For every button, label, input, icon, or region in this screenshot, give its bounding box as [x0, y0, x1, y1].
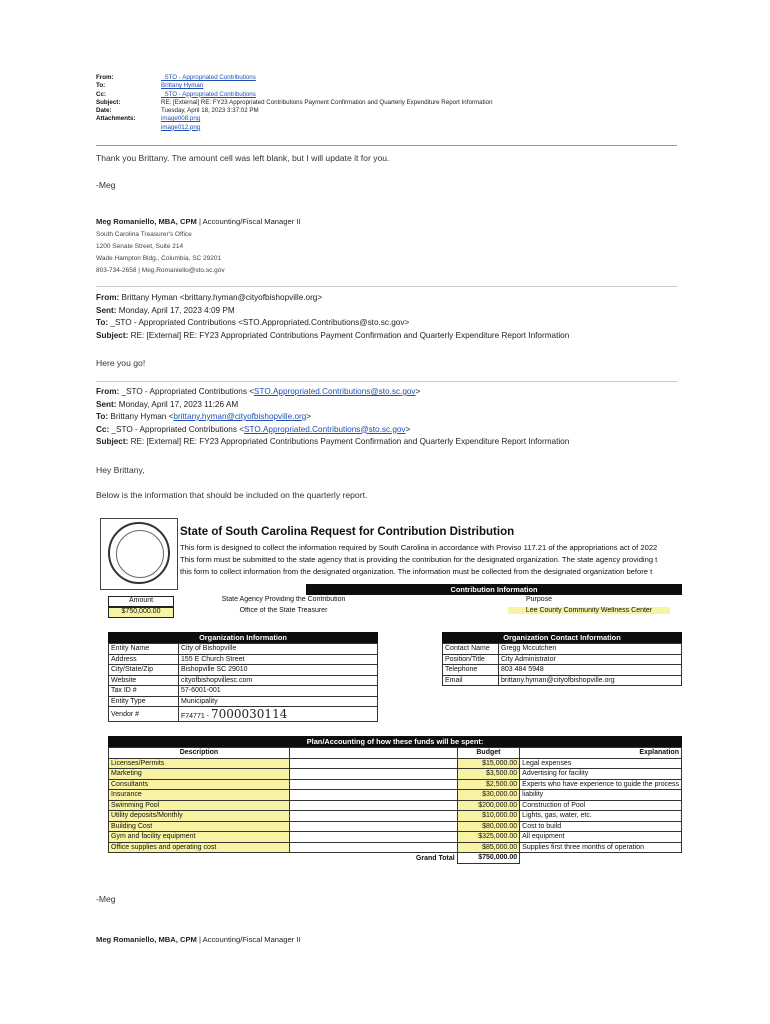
table-row — [109, 832, 682, 843]
from-value[interactable]: _STO - Appropriated Contributions — [161, 74, 256, 81]
table-row — [109, 853, 682, 864]
msg3-to-link[interactable]: brittany.hyman@cityofbishopville.org — [173, 412, 307, 421]
table-cell: Building Cost — [109, 821, 290, 832]
table-row — [443, 644, 682, 655]
table-cell: F74771 - 7000030114 — [179, 707, 378, 722]
table-row — [109, 800, 682, 811]
signature-contact: 803-734-2658 | Meg.Romaniello@sto.sc.gov — [96, 267, 225, 274]
signature-address-2: Wade Hampton Bldg., Columbia, SC 29201 — [96, 255, 222, 262]
closing-signature-name: Meg Romaniello, MBA, CPM | Accounting/Fiscal Manager II — [96, 935, 301, 944]
table-cell: Municipality — [179, 696, 378, 707]
closing-signoff: -Meg — [96, 894, 116, 904]
table-cell: Construction of Pool — [520, 800, 682, 811]
table-row — [109, 790, 682, 801]
table-row — [109, 665, 378, 676]
table-cell — [289, 779, 457, 790]
attachment-link-1[interactable]: image008.png — [161, 115, 201, 123]
table-cell: Vendor # — [109, 707, 179, 722]
table-cell: Licenses/Permits — [109, 758, 290, 769]
table-cell: Supplies first three months of operation — [520, 842, 682, 853]
table-row — [443, 654, 682, 665]
table-cell: Tax ID # — [109, 686, 179, 697]
table-cell: Lights, gas, water, etc. — [520, 811, 682, 822]
contribution-header: Contribution Information — [306, 584, 682, 595]
msg3-header: From: _STO - Appropriated Contributions <STO.Appropriated.Contributions@sto.sc.gov> Sent: Monday, April 17, 2023 11:26 AM To: Brittany Hyman <brittany.hyman@cityofbishopville.org> Cc: _STO - Appropriated Contributions <STO.Appropriated.Contributions@sto.sc.gov> Subject: RE: [External] RE: FY23 Appropriated Contributions Payment Confirmation and Quarterly Expenditure Report Information — [96, 387, 570, 446]
header-divider — [96, 145, 677, 146]
table-cell: City of Bishopville — [179, 644, 378, 655]
table-cell: Entity Name — [109, 644, 179, 655]
table-cell: Marketing — [109, 769, 290, 780]
table-cell: All equipment — [520, 832, 682, 843]
table-cell: Entity Type — [109, 696, 179, 707]
table-row — [109, 779, 682, 790]
table-row — [109, 696, 378, 707]
email-header — [96, 74, 696, 132]
table-cell: $85,000.00 — [457, 842, 519, 853]
table-cell: $10,000.00 — [457, 811, 519, 822]
table-cell — [289, 811, 457, 822]
table-row — [109, 821, 682, 832]
subject-value: RE: [External] RE: FY23 Appropriated Contributions Payment Confirmation and Quarterly Expenditure Report Information — [161, 98, 493, 106]
table-cell: Explanation — [520, 748, 682, 759]
form-title: State of South Carolina Request for Contribution Distribution — [180, 526, 515, 538]
table-cell: Advertising for facility — [520, 769, 682, 780]
plan-header: Plan/Accounting of how these funds will be spent: — [108, 736, 682, 747]
table-row — [109, 769, 682, 780]
table-cell: Description — [109, 748, 290, 759]
contribution-form-image — [96, 514, 682, 876]
body-line-1: Thank you Brittany. The amount cell was left blank, but I will update it for you. — [96, 153, 390, 163]
table-cell: 57-6001-001 — [179, 686, 378, 697]
org-info-header: Organization Information — [108, 632, 378, 643]
msg3-cc-link[interactable]: STO.Appropriated.Contributions@sto.sc.gov — [244, 424, 406, 434]
msg3-greeting: Hey Brittany, — [96, 465, 145, 475]
message-separator — [96, 286, 677, 287]
table-row — [109, 811, 682, 822]
signature-address-1: 1200 Senate Street, Suite 214 — [96, 243, 184, 250]
cc-value[interactable]: _STO - Appropriated Contributions — [161, 90, 256, 98]
table-cell — [289, 769, 457, 780]
to-label: To: — [96, 82, 106, 90]
cc-label: Cc: — [96, 90, 106, 98]
table-cell — [289, 842, 457, 853]
org-info-table — [108, 643, 378, 722]
message-separator — [96, 381, 677, 382]
signature-name: Meg Romaniello, MBA, CPM | Accounting/Fiscal Manager II — [96, 217, 301, 226]
signature-org: South Carolina Treasurer's Office — [96, 231, 192, 238]
table-cell: City/State/Zip — [109, 665, 179, 676]
amount-label: Amount — [108, 596, 174, 607]
agency-label: State Agency Providing the Contribution — [221, 596, 346, 603]
state-seal-icon — [108, 522, 170, 584]
table-row — [109, 842, 682, 853]
table-cell — [289, 748, 457, 759]
table-cell — [289, 832, 457, 843]
attachment-link-2[interactable]: image012.png — [161, 123, 201, 131]
table-cell: Address — [109, 654, 179, 665]
table-cell: Insurance — [109, 790, 290, 801]
table-row — [109, 686, 378, 697]
table-cell: Budget — [457, 748, 519, 759]
table-cell: City Administrator — [499, 654, 682, 665]
table-cell: Cost to build — [520, 821, 682, 832]
to-value[interactable]: Brittany Hyman — [161, 82, 204, 90]
table-cell: Email — [443, 675, 499, 686]
table-cell: brittany.hyman@cityofbishopville.org — [499, 675, 682, 686]
table-cell: $30,000.00 — [457, 790, 519, 801]
table-cell — [109, 853, 290, 864]
purpose-value: Lee County Community Wellness Center — [508, 607, 670, 614]
table-cell: liability — [520, 790, 682, 801]
table-row — [109, 748, 682, 759]
table-cell: $325,000.00 — [457, 832, 519, 843]
table-cell: Gym and facility equipment — [109, 832, 290, 843]
table-row — [109, 644, 378, 655]
table-cell: Grand Total — [415, 854, 455, 862]
table-cell — [289, 821, 457, 832]
msg2-header: From: Brittany Hyman <brittany.hyman@cityofbishopville.org> Sent: Monday, April 17, 2023 4:09 PM To: _STO - Appropriated Contributions <STO.Appropriated.Contributions@sto.sc.gov> Subject: RE: [External] RE: FY23 Appropriated Contributions Payment Confirmation and Quarterly Expenditure Report Information — [96, 293, 570, 340]
table-cell: 155 E Church Street — [179, 654, 378, 665]
table-cell: $2,500.00 — [457, 779, 519, 790]
table-cell — [520, 853, 682, 864]
table-cell: $3,500.00 — [457, 769, 519, 780]
table-row — [109, 758, 682, 769]
table-cell: Office supplies and operating cost — [109, 842, 290, 853]
table-cell: Gregg Mccutchen — [499, 644, 682, 655]
table-cell: cityofbishopvillesc.com — [179, 675, 378, 686]
from-label: From: — [96, 74, 114, 81]
table-cell — [289, 758, 457, 769]
table-cell: Position/Title — [443, 654, 499, 665]
table-row — [109, 654, 378, 665]
amount-value: $750,000.00 — [108, 607, 174, 618]
purpose-label: Purpose — [525, 596, 553, 603]
msg3-body: Below is the information that should be included on the quarterly report. — [96, 490, 368, 500]
table-cell: Experts who have experience to guide the process — [520, 779, 682, 790]
table-row — [443, 665, 682, 676]
table-cell: Telephone — [443, 665, 499, 676]
table-cell: Consultants — [109, 779, 290, 790]
table-cell — [289, 790, 457, 801]
table-cell: Swimming Pool — [109, 800, 290, 811]
contact-info-header: Organization Contact Information — [442, 632, 682, 643]
table-cell — [289, 800, 457, 811]
subject-label: Subject: — [96, 98, 121, 106]
table-row — [109, 675, 378, 686]
date-label: Date: — [96, 107, 112, 115]
plan-table — [108, 747, 682, 864]
msg2-body: Here you go! — [96, 358, 146, 368]
table-cell: Website — [109, 675, 179, 686]
contact-info-table — [442, 643, 682, 686]
table-cell: Contact Name — [443, 644, 499, 655]
date-value: Tuesday, April 18, 2023 3:37:02 PM — [161, 107, 259, 115]
table-cell: $750,000.00 — [457, 853, 519, 864]
msg3-from-link[interactable]: STO.Appropriated.Contributions@sto.sc.gov — [254, 387, 416, 396]
vendor-handwritten: 7000030114 — [210, 707, 288, 721]
table-cell: Bishopville SC 29010 — [179, 665, 378, 676]
table-cell: Utility deposits/Monthly — [109, 811, 290, 822]
form-intro: This form is designed to collect the information required by South Carolina in accordance with Proviso 117.21 of the appropriations act of 2022 This form must be submitted to the state agency that is providing the contribution for the designated organization. The state agency providing t this form to collect information from the designated organization. The information must be collected from the designated organization before t — [180, 543, 658, 576]
table-cell: $15,000.00 — [457, 758, 519, 769]
table-row — [443, 675, 682, 686]
table-row — [109, 707, 378, 722]
table-cell: $80,000.00 — [457, 821, 519, 832]
table-cell: Legal expenses — [520, 758, 682, 769]
body-signoff: -Meg — [96, 180, 116, 190]
table-cell: $200,000.00 — [457, 800, 519, 811]
agency-value: Office of the State Treasurer — [239, 607, 328, 614]
table-cell: 803 484 5948 — [499, 665, 682, 676]
attachments-label: Attachments: — [96, 115, 136, 123]
